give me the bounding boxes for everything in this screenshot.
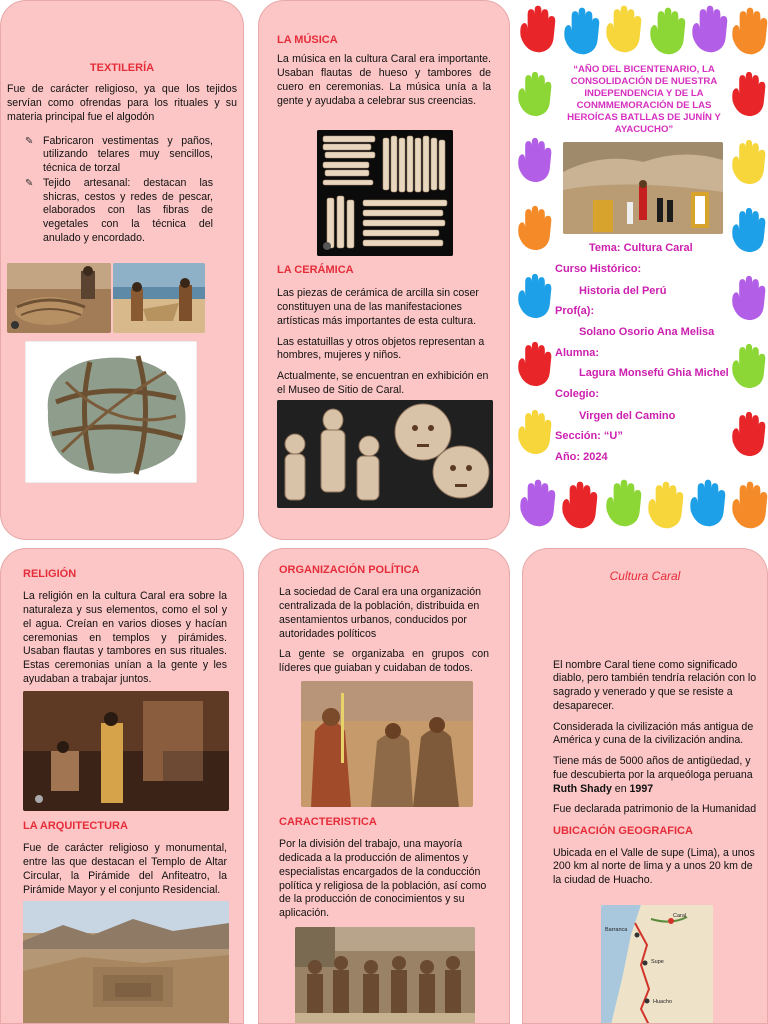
caracteristica-heading: CARACTERISTICA [279,816,377,828]
cover-watermark: shime. [630,262,694,284]
panel-cultura [522,548,768,1024]
hand-icon [519,474,557,537]
religion-heading: RELIGIÓN [23,568,77,580]
student-value: Lagura Monsefú Ghia Michel [579,367,729,379]
textileria-intro: Fue de carácter religioso, ya que los tejidos servían como ofrendas para los rituales y su materia principal fue el algodón [7,83,237,123]
musica-text: La música en la cultura Caral era importante. Usaban flautas de hueso y tambores de cuero en ceremonias. La música unía a la gente y ayudaba a celebrar sus creencias. [277,53,491,107]
panel-religion [0,548,244,1024]
ceremony-museum-photo [23,691,229,811]
discovery-year: 1997 [629,782,654,795]
course-value: Historia del Perú [579,285,667,297]
hand-icon [649,2,687,65]
location-map [601,905,713,1024]
leaders-painting [301,681,473,807]
cultura-heading: Cultura Caral [609,569,681,583]
ceremony-photo [563,142,723,234]
organizacion-paragraph: La sociedad de Caral era una organización centralizada de la población, distribuida en asentamientos urbanos, conducidos por autoridades políticos [279,586,482,640]
ceramica-paragraph: Las piezas de cerámica de arcilla sin coser constituyen una de las manifestaciones artísticas más importantes de esta cultura. [277,287,479,327]
cultura-paragraph: El nombre Caral tiene como significado diablo, pero también tendría relación con lo sagrado y venerado y que se resiste a desaparecer. [553,658,757,712]
age-text: Tiene más de 5000 años de antigüedad, y fue descubierta por la arqueóloga peruana [553,755,753,781]
archaeologist-name: Ruth Shady [553,782,612,795]
ceramica-paragraph: Actualmente, se encuentran en exhibición en el Museo de Sitio de Caral. [277,370,489,396]
map-label: Supe [651,959,664,965]
section-text: Sección: “U” [555,430,623,442]
shicra-photo [25,341,197,483]
hand-icon [731,406,767,467]
teacher-label: Prof(a): [555,305,595,317]
panel-organizacion [258,548,510,1024]
ceramica-heading: LA CERÁMICA [277,264,354,276]
architecture-text: Fue de carácter religioso y monumental, entre las que destacan el Templo de Altar Circular, la Pirámide del Anfiteatro, la Pirámide Mayor y el conjunto Residencial. [23,842,227,896]
hand-icon [689,474,727,537]
year-text: Año: 2024 [555,451,608,463]
ubicacion-text: Ubicada en el Valle de supe (Lima), a unos 200 km al norte de lima y a unos 20 km de la ciudad de Huacho. [553,846,755,887]
musica-heading: LA MÚSICA [277,34,338,46]
hand-icon [517,132,553,193]
figurines-photo [277,400,493,508]
hand-icon [731,134,767,195]
ceramica-paragraph: Las estatuillas y otros objetos representan a hombres, mujeres y niños. [277,335,485,362]
fishing-photo [113,263,205,333]
workers-painting [295,927,475,1024]
organizacion-paragraph: La gente se organizaba en grupos con líderes que guiaban y cuidaban de todos. [279,648,489,675]
hand-icon [605,474,643,537]
hand-icon [561,476,599,539]
hand-icon [517,404,553,465]
scroll-bullet-icon: ✎ [25,135,34,147]
cover-title: “AÑO DEL BICENTENARIO, LA CONSOLIDACIÓN DE NUESTRA INDEPENDENCIA Y DE LA CONMMEMORACIÓN DE LAS HEROÍCAS BATLLAS DE JUNÍN Y AYACUCHO” [567,64,721,135]
teacher-value: Solano Osorio Ana Melisa [579,326,715,338]
hand-icon [731,66,767,127]
scroll-bullet-icon: ✎ [25,177,34,189]
hand-icon [605,0,643,63]
textileria-bullet-list [7,135,237,246]
map-label: Huacho [653,999,672,1005]
hand-icon [563,2,601,65]
map-label: Barranca [605,927,628,933]
age-text-connector: en [611,782,630,795]
hand-icon [731,270,767,331]
patrimonio-text: Fue declarada patrimonio de la Humanidad [553,803,757,816]
hand-icon [731,2,768,65]
list-item: ✎ Tejido artesanal: destacan las shicras, cestos y redes de pescar, elaborados con las fibras de vegetales con la técnica del anulado y encordado. [25,176,213,244]
list-item: ✎ Fabricaron vestimentas y paños, utilizando telares muy sencillos, técnica de torzal [25,134,213,175]
hand-icon [731,202,767,263]
ubicacion-heading: UBICACIÓN GEOGRAFICA [553,825,693,838]
weaving-photo [7,263,111,333]
hand-icon [519,0,557,63]
hand-icon [517,336,553,397]
hand-icon [691,0,729,63]
hand-icon [647,476,685,539]
textileria-heading: TEXTILERÍA [89,62,155,74]
hand-icon [731,476,768,539]
hand-icon [517,200,553,261]
architecture-heading: LA ARQUITECTURA [23,820,128,832]
caral-ruins-photo [23,901,229,1024]
cultura-paragraph: Considerada la civilización más antigua de América y cuna de la civilización andina. [553,720,754,747]
cover-panel [515,0,768,540]
caracteristica-text: Por la división del trabajo, una mayoría dedicada a la producción de alimentos y especialistas encargados de la conducción política y religiosa de la población, así como de la producción de conocimientos y su aplicación. [279,838,487,920]
organizacion-heading: ORGANIZACIÓN POLÍTICA [279,564,420,576]
flutes-photo [317,130,453,256]
religion-text: La religión en la cultura Caral era sobre la naturaleza y sus elementos, como el sol y el agua. Creían en varios dioses y hacían ceremonias en templos y pirámides. Usaban flautas y tambores en sus rituales. Estas ceremonias unían a la gente y les ayudaban a trabajar juntos. [23,590,227,685]
hand-icon [731,338,767,399]
student-label: Alumna: [555,347,599,359]
panel-musica [258,0,510,540]
course-label: Curso Histórico: [555,263,642,275]
hand-icon [517,268,553,329]
map-label: Caral [673,913,687,919]
school-value: Virgen del Camino [579,410,676,422]
school-label: Colegio: [555,388,599,400]
cover-topic: Tema: Cultura Caral [589,242,693,254]
hand-icon [517,66,553,127]
cultura-age-paragraph [553,755,759,796]
panel-textileria [0,0,244,540]
